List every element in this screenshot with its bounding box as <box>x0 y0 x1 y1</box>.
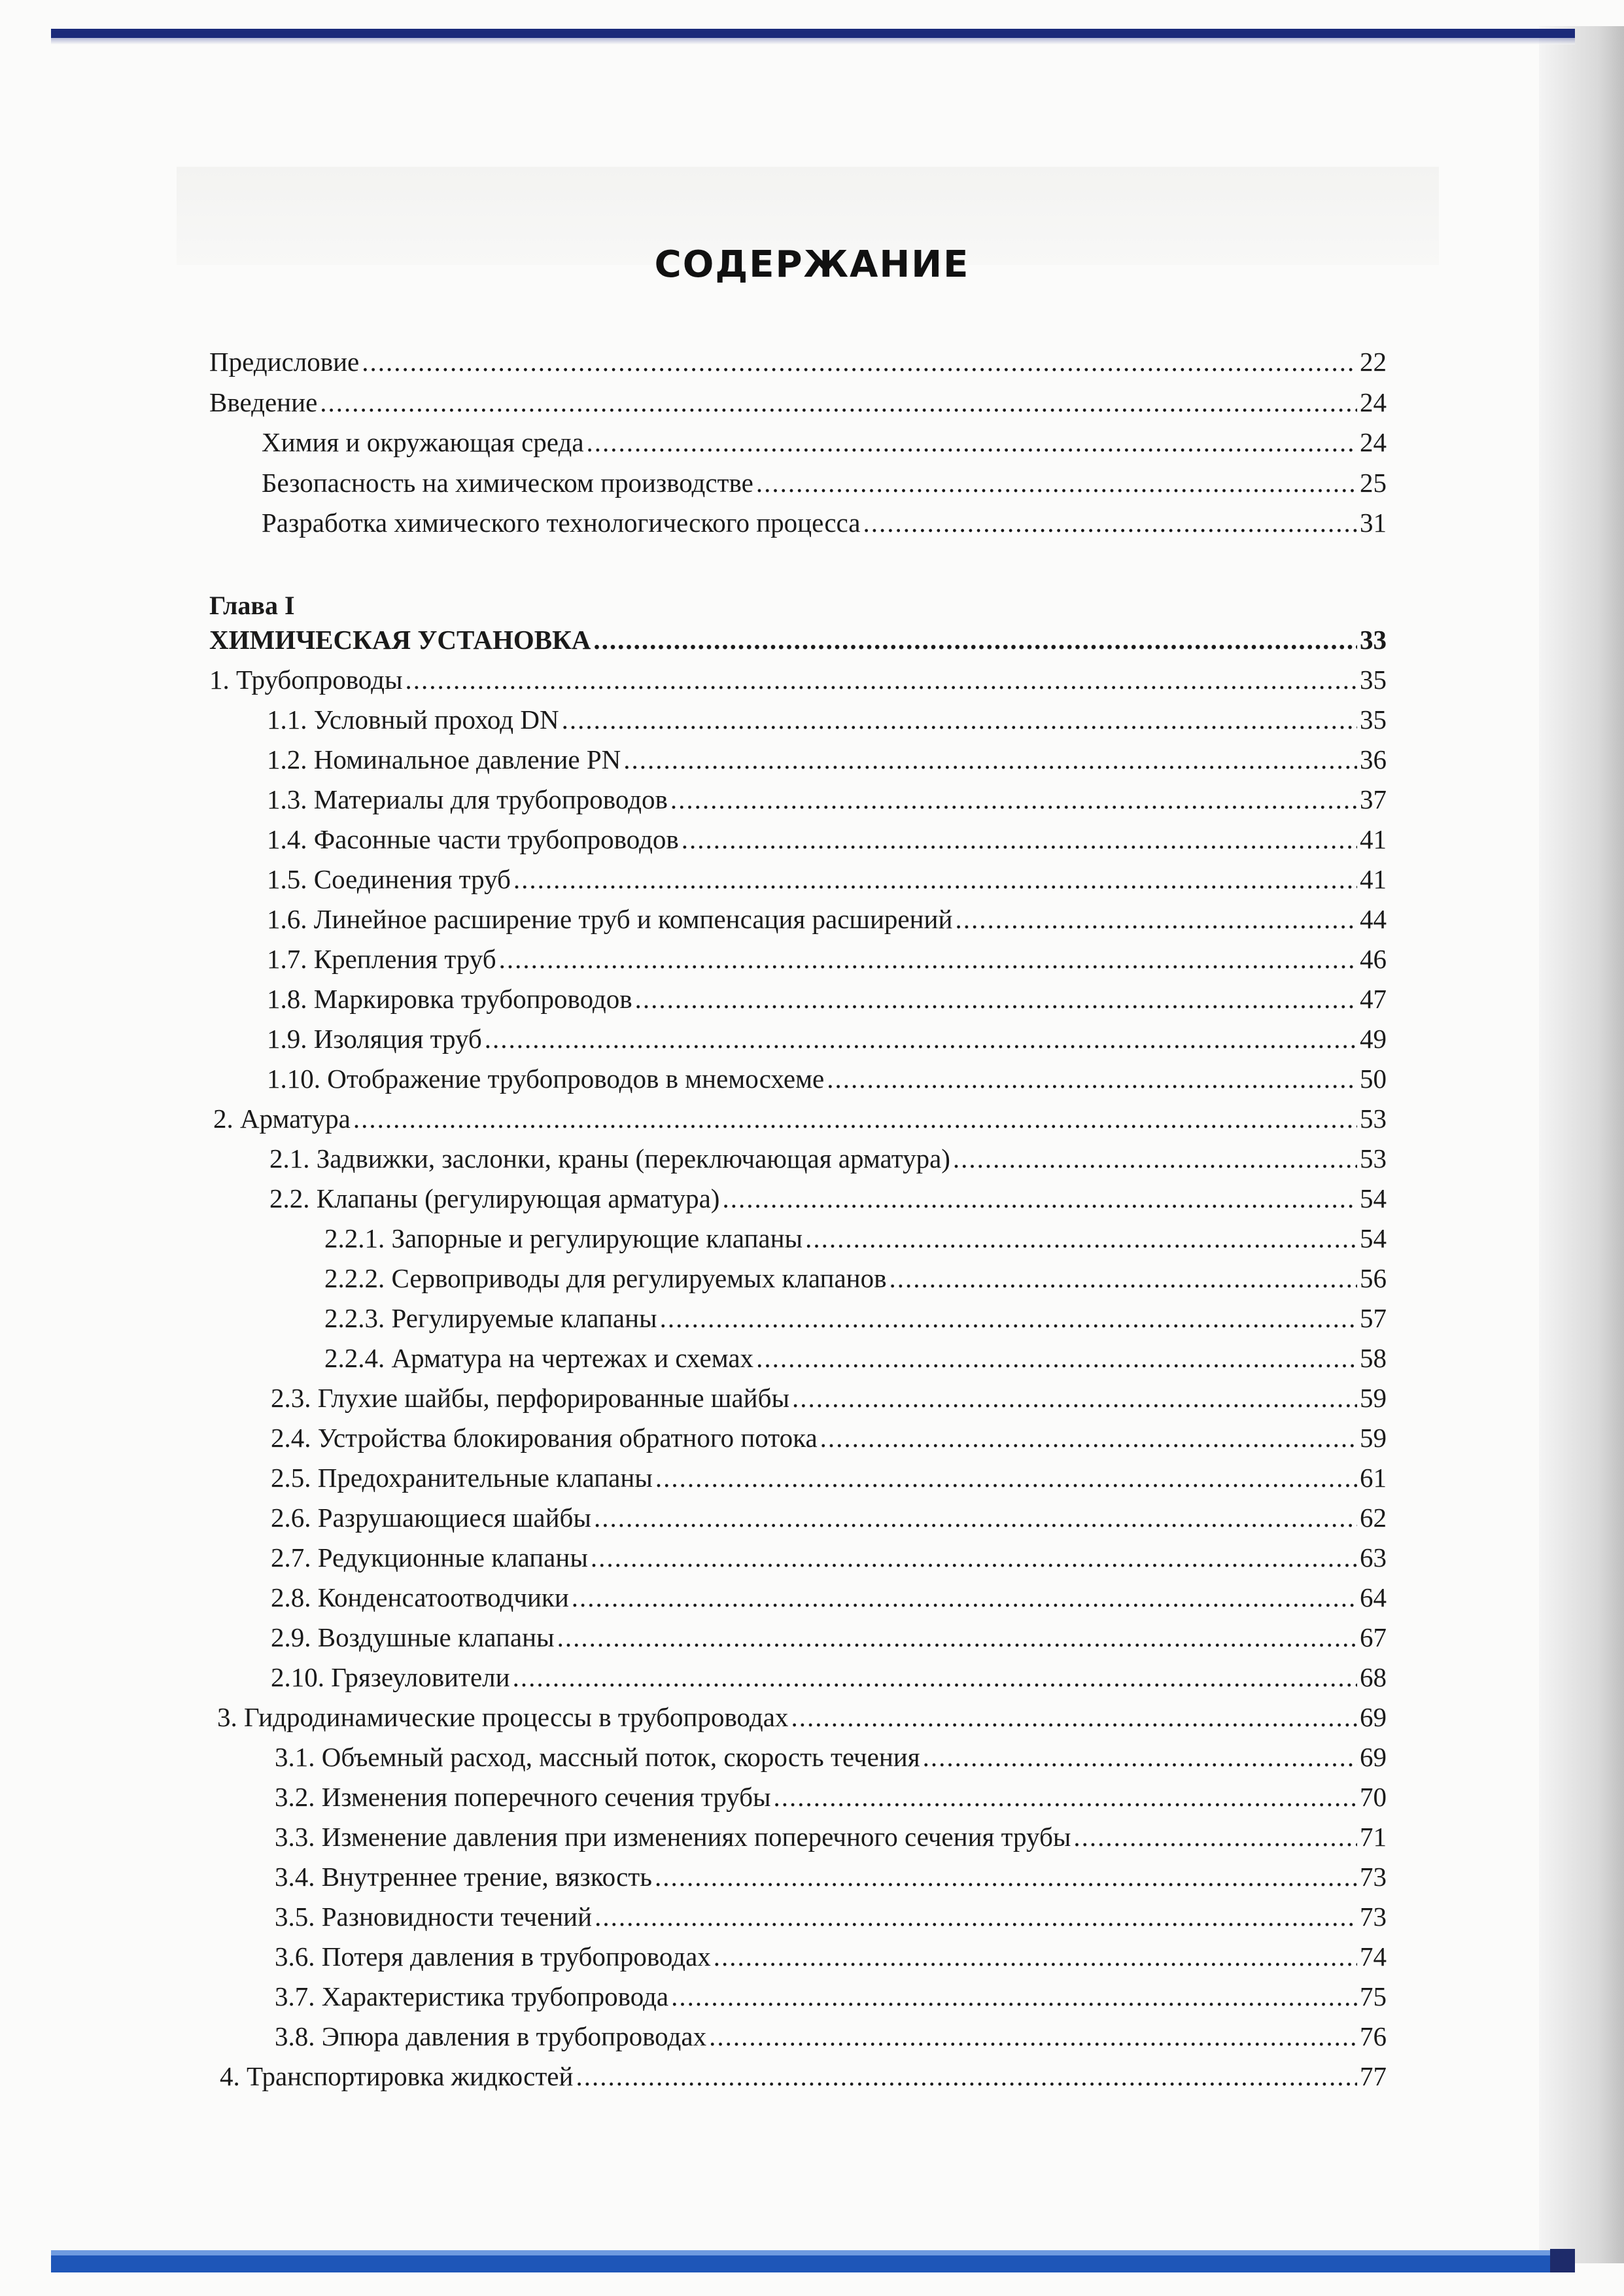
leader-dots <box>953 1140 1357 1177</box>
leader-dots <box>792 1380 1357 1416</box>
leader-dots <box>655 1858 1357 1895</box>
toc-entry-label: 2.1. Задвижки, заслонки, краны (переключающая арматура) <box>269 1143 950 1174</box>
toc-page-number: 50 <box>1360 1064 1387 1094</box>
toc-row-safety[interactable] <box>262 464 1387 501</box>
toc-entry-label: 4. Транспортировка жидкостей <box>220 2061 574 2091</box>
leader-dots <box>362 343 1357 380</box>
toc-entry-label: 1.9. Изоляция труб <box>267 1024 482 1054</box>
toc-page-number: 35 <box>1360 704 1387 735</box>
toc-entry-label: Безопасность на химическом производстве <box>262 468 753 498</box>
toc-page-number: 59 <box>1360 1423 1387 1453</box>
leader-dots <box>756 464 1357 501</box>
leader-dots <box>593 621 1357 658</box>
toc-row-subsection[interactable] <box>275 1978 1387 2015</box>
toc-page-number: 31 <box>1360 508 1387 538</box>
toc-row-subsubsection[interactable] <box>324 1300 1387 1336</box>
toc-page-number: 49 <box>1360 1024 1387 1054</box>
toc-row-subsection[interactable] <box>275 1898 1387 1935</box>
toc-entry-label: 1.8. Маркировка трубопроводов <box>267 984 632 1014</box>
toc-page-number: 76 <box>1360 2021 1387 2051</box>
toc-row-process-dev[interactable] <box>262 504 1387 541</box>
leader-dots <box>635 981 1357 1017</box>
toc-page-number: 57 <box>1360 1303 1387 1333</box>
leader-dots <box>889 1260 1357 1296</box>
leader-dots <box>595 1898 1357 1935</box>
toc-page-number: 69 <box>1360 1742 1387 1772</box>
toc-page-number: 73 <box>1360 1902 1387 1932</box>
toc-entry-label: 2.4. Устройства блокирования обратного потока <box>271 1423 818 1453</box>
toc-page-number: 24 <box>1360 387 1387 417</box>
toc-page-number: 67 <box>1360 1622 1387 1652</box>
toc-page-number: 71 <box>1360 1822 1387 1852</box>
toc-row-subsection[interactable] <box>267 1060 1387 1097</box>
toc-entry-label: Химия и окружающая среда <box>262 427 584 457</box>
toc-entry-label: 2.6. Разрушающиеся шайбы <box>271 1503 591 1533</box>
toc-page-number: 53 <box>1360 1104 1387 1134</box>
toc-row-preface[interactable] <box>209 343 1387 380</box>
toc-entry-label: 3.1. Объемный расход, массный поток, скорость течения <box>275 1742 920 1772</box>
toc-row-section[interactable] <box>213 1100 1387 1137</box>
toc-row-subsection[interactable] <box>275 1938 1387 1975</box>
leader-dots <box>670 781 1357 818</box>
leader-dots <box>655 1459 1357 1496</box>
leader-dots <box>682 821 1357 858</box>
toc-entry-label: 1. Трубопроводы <box>209 665 403 695</box>
leader-dots <box>320 384 1357 421</box>
toc-entry-label: 1.3. Материалы для трубопроводов <box>267 784 668 814</box>
toc-row-subsection[interactable] <box>271 1499 1387 1536</box>
leader-dots <box>1073 1818 1357 1855</box>
toc-page-number: 68 <box>1360 1662 1387 1692</box>
toc-entry-label: 3.3. Изменение давления при изменениях поперечного сечения трубы <box>275 1822 1071 1852</box>
leader-dots <box>714 1938 1357 1975</box>
toc-row-subsection[interactable] <box>271 1539 1387 1576</box>
bottom-rule <box>51 2255 1555 2272</box>
toc-row-subsection[interactable] <box>267 821 1387 858</box>
toc-row-subsubsection[interactable] <box>324 1340 1387 1376</box>
page-corner-mark <box>1550 2249 1575 2272</box>
leader-dots <box>671 1978 1357 2015</box>
leader-dots <box>594 1499 1357 1536</box>
toc-row-subsection[interactable] <box>271 1380 1387 1416</box>
toc-entry-label: 1.10. Отображение трубопроводов в мнемосхеме <box>267 1064 825 1094</box>
toc-entry-label: 2.3. Глухие шайбы, перфорированные шайбы <box>271 1383 789 1413</box>
chapter-title: ХИМИЧЕСКАЯ УСТАНОВКА <box>209 625 591 655</box>
toc-entry-label: 1.4. Фасонные части трубопроводов <box>267 824 679 854</box>
toc-page-number: 37 <box>1360 784 1387 814</box>
leader-dots <box>820 1419 1357 1456</box>
leader-dots <box>499 941 1357 977</box>
leader-dots <box>805 1220 1357 1257</box>
leader-dots <box>353 1100 1357 1137</box>
toc-entry-label: 1.1. Условный проход DN <box>267 704 559 735</box>
toc-row-subsection[interactable] <box>267 781 1387 818</box>
toc-row-subsection[interactable] <box>275 1779 1387 1815</box>
toc-row-subsection[interactable] <box>271 1419 1387 1456</box>
toc-row-subsection[interactable] <box>267 981 1387 1017</box>
toc-row-subsection[interactable] <box>271 1659 1387 1696</box>
toc-entry-label: 3.5. Разновидности течений <box>275 1902 593 1932</box>
toc-row-subsection[interactable] <box>271 1579 1387 1616</box>
toc-row-section[interactable] <box>220 2058 1387 2095</box>
leader-dots <box>623 741 1357 778</box>
toc-page-number: 54 <box>1360 1183 1387 1213</box>
leader-dots <box>513 1659 1357 1696</box>
toc-page-number: 47 <box>1360 984 1387 1014</box>
toc-entry-label: Разработка химического технологического процесса <box>262 508 861 538</box>
toc-page-number: 41 <box>1360 864 1387 894</box>
toc-page-number: 64 <box>1360 1582 1387 1612</box>
leader-dots <box>587 424 1357 461</box>
leader-dots <box>827 1060 1357 1097</box>
leader-dots <box>485 1020 1357 1057</box>
toc-row-subsubsection[interactable] <box>324 1260 1387 1296</box>
bottom-rule-highlight <box>51 2250 1555 2255</box>
toc-page-number: 69 <box>1360 1702 1387 1732</box>
toc-entry-label: 3.2. Изменения поперечного сечения трубы <box>275 1782 771 1812</box>
toc-entry-label: 3.7. Характеристика трубопровода <box>275 1981 669 2011</box>
toc-entry-label: 2.8. Конденсатоотводчики <box>271 1582 569 1612</box>
toc-page-number: 25 <box>1360 468 1387 498</box>
toc-row-subsection[interactable] <box>275 2018 1387 2055</box>
page-title: СОДЕРЖАНИЕ <box>654 243 970 286</box>
toc-page-number: 56 <box>1360 1263 1387 1293</box>
toc-row-chapter-title[interactable] <box>209 621 1387 658</box>
toc-page-number: 62 <box>1360 1503 1387 1533</box>
leader-dots <box>660 1300 1357 1336</box>
toc-entry-label: 2.10. Грязеуловители <box>271 1662 510 1692</box>
toc-entry-label: 2.7. Редукционные клапаны <box>271 1542 588 1573</box>
toc-entry-label: 3.6. Потеря давления в трубопроводах <box>275 1941 711 1972</box>
toc-entry-label: 2.2.2. Сервоприводы для регулируемых клапанов <box>324 1263 887 1293</box>
toc-row-subsection[interactable] <box>269 1180 1387 1217</box>
toc-row-subsection[interactable] <box>267 941 1387 977</box>
toc-entry-label: 3. Гидродинамические процессы в трубопроводах <box>217 1702 789 1732</box>
toc-row-subsection[interactable] <box>267 701 1387 738</box>
leader-dots <box>572 1579 1357 1616</box>
toc-page-number: 36 <box>1360 744 1387 774</box>
toc-entry-label: 2.2.3. Регулируемые клапаны <box>324 1303 657 1333</box>
toc-row-section[interactable] <box>209 661 1387 698</box>
toc-entry-label: 3.8. Эпюра давления в трубопроводах <box>275 2021 707 2051</box>
leader-dots <box>774 1779 1357 1815</box>
leader-dots <box>709 2018 1357 2055</box>
toc-page-number: 74 <box>1360 1941 1387 1972</box>
toc-page-number: 73 <box>1360 1862 1387 1892</box>
leader-dots <box>955 901 1357 937</box>
toc-page-number: 59 <box>1360 1383 1387 1413</box>
toc-entry-label: 2.5. Предохранительные клапаны <box>271 1463 653 1493</box>
toc-row-introduction[interactable] <box>209 384 1387 421</box>
chapter-label: Глава I <box>209 591 295 620</box>
toc-page-number: 61 <box>1360 1463 1387 1493</box>
toc-page-number: 63 <box>1360 1542 1387 1573</box>
toc-page-number: 75 <box>1360 1981 1387 2011</box>
leader-dots <box>591 1539 1357 1576</box>
toc-entry-label: 1.5. Соединения труб <box>267 864 511 894</box>
toc-entry-label: 2. Арматура <box>213 1104 351 1134</box>
toc-row-subsection[interactable] <box>267 861 1387 897</box>
leader-dots <box>923 1739 1357 1775</box>
toc-page-number: 33 <box>1360 625 1387 655</box>
toc-entry-label: 2.2.1. Запорные и регулирующие клапаны <box>324 1223 803 1253</box>
toc-row-subsection[interactable] <box>275 1818 1387 1855</box>
leader-dots <box>562 701 1357 738</box>
toc-page-number: 44 <box>1360 904 1387 934</box>
toc-row-subsection[interactable] <box>267 741 1387 778</box>
toc-entry-label: 2.2. Клапаны (регулирующая арматура) <box>269 1183 720 1213</box>
toc-entry-label: 1.2. Номинальное давление PN <box>267 744 621 774</box>
toc-row-subsection[interactable] <box>271 1459 1387 1496</box>
toc-entry-label: 2.2.4. Арматура на чертежах и схемах <box>324 1343 754 1373</box>
toc-entry-label: 3.4. Внутреннее трение, вязкость <box>275 1862 652 1892</box>
toc-row-subsection[interactable] <box>275 1858 1387 1895</box>
toc-page-number: 41 <box>1360 824 1387 854</box>
toc-entry-label: Предисловие <box>209 347 360 377</box>
toc-row-subsection[interactable] <box>271 1619 1387 1656</box>
toc-entry-label: Введение <box>209 387 318 417</box>
toc-page-number: 22 <box>1360 347 1387 377</box>
leader-dots <box>722 1180 1357 1217</box>
toc-page-number: 58 <box>1360 1343 1387 1373</box>
toc-page-number: 46 <box>1360 944 1387 974</box>
toc-row-subsubsection[interactable] <box>324 1220 1387 1257</box>
toc-row-subsection[interactable] <box>267 901 1387 937</box>
leader-dots <box>576 2058 1357 2095</box>
leader-dots <box>513 861 1357 897</box>
leader-dots <box>406 661 1357 698</box>
toc-page-number: 54 <box>1360 1223 1387 1253</box>
toc-page-number: 77 <box>1360 2061 1387 2091</box>
toc-row-subsection[interactable] <box>275 1739 1387 1775</box>
leader-dots <box>756 1340 1357 1376</box>
leader-dots <box>791 1699 1357 1735</box>
leader-dots <box>863 504 1357 541</box>
toc-row-subsection[interactable] <box>269 1140 1387 1177</box>
toc-row-section[interactable] <box>217 1699 1387 1735</box>
toc-row-subsection[interactable] <box>267 1020 1387 1057</box>
toc-page-number: 70 <box>1360 1782 1387 1812</box>
toc-entry-label: 1.6. Линейное расширение труб и компенсация расширений <box>267 904 953 934</box>
toc-entry-label: 2.9. Воздушные клапаны <box>271 1622 555 1652</box>
leader-dots <box>557 1619 1357 1656</box>
toc-page-number: 53 <box>1360 1143 1387 1174</box>
toc-page-number: 24 <box>1360 427 1387 457</box>
toc-entry-label: 1.7. Крепления труб <box>267 944 496 974</box>
toc-row-chem-environment[interactable] <box>262 424 1387 461</box>
toc-page-number: 35 <box>1360 665 1387 695</box>
